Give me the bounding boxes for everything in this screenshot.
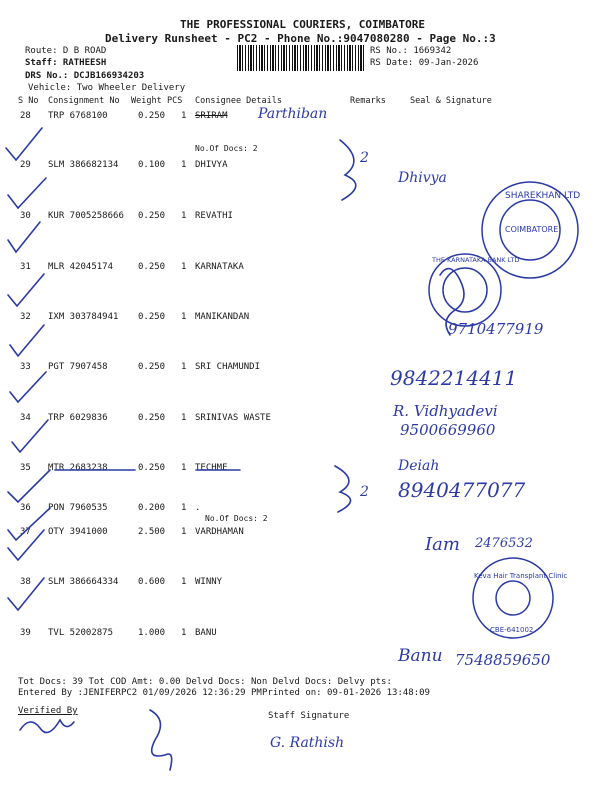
row-weight: 0.250 — [138, 111, 166, 121]
row-consignee: TECHME — [195, 463, 228, 473]
row-consignee: KARNATAKA — [195, 262, 244, 272]
col-weight: Weight — [131, 96, 162, 106]
row-consignee: BANU — [195, 628, 217, 638]
entered-by: Entered By :JENIFERPC2 01/09/2026 12:36:29 PM — [18, 688, 262, 698]
karnataka-stamp-text: THE KARNATAKA BANK LTD — [432, 256, 520, 264]
row-sno: 29 — [20, 160, 31, 170]
row-sno: 39 — [20, 628, 31, 638]
row-weight: 0.250 — [138, 262, 166, 272]
row-sno: 35 — [20, 463, 31, 473]
row-sno: 31 — [20, 262, 31, 272]
row-pcs: 1 — [181, 211, 187, 221]
tick-mark — [8, 178, 46, 208]
sharekhan-stamp-text: SHAREKHAN LTD — [505, 191, 581, 201]
row-weight: 0.200 — [138, 503, 166, 513]
verified-by-label: Verified By — [18, 706, 78, 716]
row-pcs: 1 — [181, 362, 187, 372]
handwritten-phone: 8940477077 — [398, 478, 526, 502]
tick-mark — [8, 274, 44, 306]
row-pcs: 1 — [181, 463, 187, 473]
totals-line: Tot Docs: 39 Tot COD Amt: 0.00 Delvd Docs: Non Delvd Docs: Delvy pts: — [18, 677, 392, 687]
row-consignee: SRI CHAMUNDI — [195, 362, 261, 372]
row-sno: 33 — [20, 362, 31, 372]
handwritten-name: R. Vidhyadevi — [393, 402, 498, 420]
brace-note: 2 — [360, 150, 369, 166]
tick-mark — [10, 372, 46, 402]
row-docs-count: No.Of Docs: 2 — [205, 514, 268, 523]
karnataka-bank-stamp — [429, 254, 501, 326]
staff-signature-label: Staff Signature — [268, 711, 350, 721]
col-pcs: PCS — [167, 96, 183, 106]
tick-mark — [10, 325, 44, 356]
row-pcs: 1 — [181, 577, 187, 587]
row-consignee: . — [195, 503, 201, 513]
keva-stamp-text: Keva Hair Transplant Clinic — [474, 572, 568, 580]
row-pcs: 1 — [181, 160, 187, 170]
row-consignment: OTY 3941000 — [48, 527, 108, 537]
col-consignment: Consignment No — [48, 96, 120, 106]
tick-mark — [8, 578, 44, 610]
row-sno: 30 — [20, 211, 31, 221]
printed-on: Printed on: 09-01-2026 13:48:09 — [262, 688, 430, 698]
brace-note: 2 — [360, 484, 369, 500]
rs-date: RS Date: 09-Jan-2026 — [370, 58, 479, 68]
row-consignment: SLM 386664334 — [48, 577, 119, 587]
tick-mark — [6, 128, 42, 160]
col-remarks: Remarks — [350, 96, 386, 106]
brace-mark — [340, 140, 356, 200]
row-pcs: 1 — [181, 262, 187, 272]
entered-signature — [150, 710, 172, 770]
rs-number: RS No.: 1669342 — [370, 46, 452, 56]
row-consignee: SRIRAM — [195, 111, 228, 121]
row-pcs: 1 — [181, 628, 187, 638]
col-sno: S No — [18, 96, 39, 106]
handwritten-name: Deiah — [398, 458, 440, 474]
verified-signature — [20, 720, 74, 733]
row-weight: 0.100 — [138, 160, 166, 170]
row-consignment: PGT 7907458 — [48, 362, 108, 372]
row-pcs: 1 — [181, 312, 187, 322]
row-sno: 28 — [20, 111, 31, 121]
row-weight: 0.250 — [138, 362, 166, 372]
row-docs-count: No.Of Docs: 2 — [195, 144, 258, 153]
row-consignment: SLM 386682134 — [48, 160, 119, 170]
row-consignment: MLR 42045174 — [48, 262, 114, 272]
keva-stamp-code: CBE-641002 — [490, 626, 534, 634]
row-sno: 37 — [20, 527, 31, 537]
row-consignee: MANIKANDAN — [195, 312, 250, 322]
row-sno: 32 — [20, 312, 31, 322]
company-title: THE PROFESSIONAL COURIERS, COIMBATORE — [180, 18, 426, 31]
row-sno: 34 — [20, 413, 31, 423]
row-consignee: VARDHAMAN — [195, 527, 244, 537]
handwritten-name: Parthiban — [258, 106, 328, 122]
row-weight: 2.500 — [138, 527, 166, 537]
row-pcs: 1 — [181, 111, 187, 121]
handwritten-name: Dhivya — [398, 170, 447, 186]
sharekhan-city-text: COIMBATORE — [505, 225, 559, 234]
row-weight: 1.000 — [138, 628, 166, 638]
row-consignment: TRP 6029836 — [48, 413, 108, 423]
tick-mark — [12, 420, 48, 452]
vehicle-label: Vehicle: Two Wheeler Delivery — [28, 83, 186, 93]
row-pcs: 1 — [181, 503, 187, 513]
row-sno: 38 — [20, 577, 31, 587]
staff-signature-ink: G. Rathish — [270, 735, 345, 751]
handwritten-name: Banu — [398, 646, 443, 666]
row-sno: 36 — [20, 503, 31, 513]
col-seal-signature: Seal & Signature — [410, 96, 492, 106]
row-pcs: 1 — [181, 413, 187, 423]
tick-mark — [8, 508, 50, 540]
tick-mark — [8, 222, 40, 252]
handwritten-phone: 9710477919 — [448, 320, 544, 338]
drs-label: DRS No.: DCJB166934203 — [25, 71, 145, 81]
tick-mark — [8, 530, 44, 560]
row-consignment: KUR 7005258666 — [48, 211, 124, 221]
handwritten-phone: 7548859650 — [455, 651, 551, 669]
row-weight: 0.250 — [138, 211, 166, 221]
row-consignee: REVATHI — [195, 211, 233, 221]
row-weight: 0.250 — [138, 463, 166, 473]
runsheet-subtitle: Delivery Runsheet - PC2 - Phone No.:9047080280 - Page No.:3 — [105, 32, 496, 45]
row-consignment: PON 7960535 — [48, 503, 108, 513]
tick-mark — [8, 470, 50, 502]
col-consignee: Consignee Details — [195, 96, 282, 106]
handwritten-phone: 9842214411 — [390, 366, 518, 390]
row-consignment: IXM 303784941 — [48, 312, 119, 322]
handwritten-phone: 2476532 — [475, 536, 533, 551]
handwritten-phone: 9500669960 — [400, 421, 496, 439]
staff-label: Staff: RATHEESH — [25, 58, 107, 68]
row-consignment: MTR 2683238 — [48, 463, 108, 473]
brace-mark — [335, 466, 351, 512]
handwritten-name: Iam — [425, 534, 460, 555]
row-pcs: 1 — [181, 527, 187, 537]
row-weight: 0.600 — [138, 577, 166, 587]
row-consignment: TVL 52002875 — [48, 628, 114, 638]
row-consignee: DHIVYA — [195, 160, 228, 170]
row-consignee: SRINIVAS WASTE — [195, 413, 271, 423]
row-weight: 0.250 — [138, 413, 166, 423]
row-weight: 0.250 — [138, 312, 166, 322]
route-label: Route: D B ROAD — [25, 46, 107, 56]
row-consignment: TRP 6768100 — [48, 111, 108, 121]
row-consignee: WINNY — [195, 577, 223, 587]
